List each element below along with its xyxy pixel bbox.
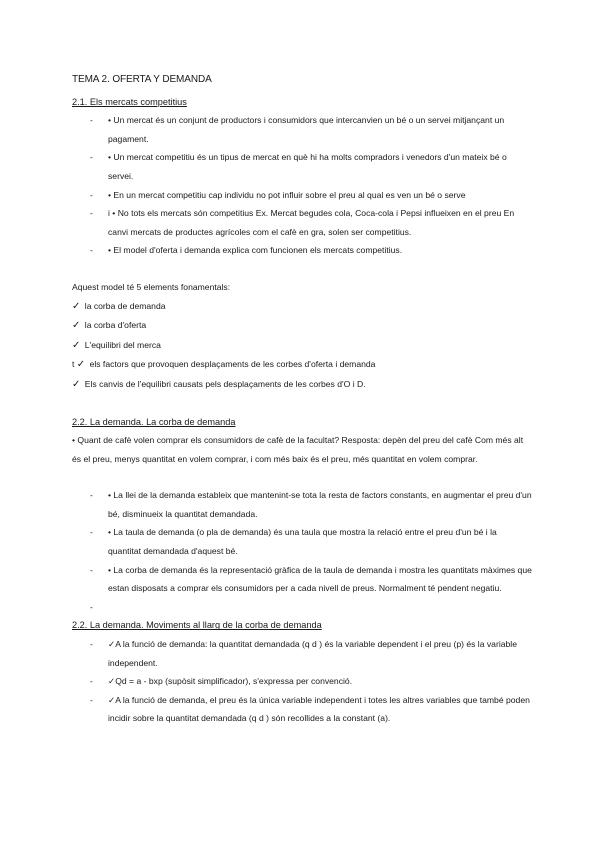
checklist-text: la corba de demanda (84, 300, 166, 311)
section-heading-2-2: 2.2. La demanda. La corba de demanda (72, 416, 236, 427)
list-item (72, 561, 532, 598)
list-item (72, 486, 532, 523)
section-heading-2-1: 2.1. Els mercats competitius (72, 96, 187, 107)
section-2-2b-list (72, 635, 532, 728)
dash-marker: - (90, 189, 93, 200)
checklist-text: la corba d'oferta (84, 320, 147, 331)
list-item-text: ✓Qd = a - bxp (supòsit simplificador), s'expressa per convenció. (108, 676, 353, 687)
list-item (72, 635, 532, 672)
checklist-text: L'equilibri del merca (84, 339, 161, 350)
dash-marker: - (90, 564, 93, 575)
section-2-2-list (72, 486, 532, 616)
checklist-item (72, 297, 532, 317)
checklist-prefix: t (72, 359, 77, 370)
list-item (72, 204, 532, 241)
list-item-text: i • No tots els mercats són competitius Ex. Mercat begudes cola, Coca-cola i Pepsi influeixen en el preu En canvi mercats de productes agrícoles com el cafè en gra, solen ser competitius. (108, 208, 515, 237)
checklist-text: Els canvis de l'equilibri causats pels desplaçaments de les corbes d'O i D. (84, 378, 366, 389)
checkmark-icon: ✓ (72, 320, 81, 332)
checklist-item (72, 355, 532, 375)
spacer (72, 260, 532, 278)
list-item-text: • La corba de demanda és la representació gràfica de la taula de demanda i mostra les quantitats màximes que estan disposats a comprar els consumidors per a cada nivell de preus. Normalment té pendent negatiu. (108, 564, 532, 594)
list-item (72, 523, 532, 560)
list-item-text: ✓A la funció de demanda, el preu és la única variable independent i totes les altres variables que també poden incidir sobre la quantitat demandada (q d ) són recollides a la constant (a). (108, 694, 530, 724)
spacer (72, 468, 532, 486)
list-item (72, 672, 532, 691)
list-item-text: ✓A la funció de demanda: la quantitat demandada (q d ) és la variable dependent i el preu (p) és la variable independent. (108, 639, 517, 668)
section-heading-2-2b: 2.2. La demanda. Moviments al llarg de la corba de demanda (72, 620, 322, 631)
list-item-text: • En un mercat competitiu cap individu no pot influir sobre el preu al qual es ven un bé o serve (108, 189, 466, 200)
list-item (72, 186, 532, 205)
checkmark-icon: ✓ (76, 359, 86, 371)
checkmark-icon: ✓ (72, 378, 81, 390)
document-title: TEMA 2. OFERTA Y DEMANDA (72, 74, 212, 85)
checklist-item (72, 316, 532, 336)
list-item-text: • El model d'oferta i demanda explica com funcionen els mercats competitius. (108, 245, 403, 256)
section-2-1-list (72, 111, 532, 260)
list-item-text: • La llei de la demanda estableix que mantenint-se tota la resta de factors constants, en augmentar el preu d'un bé, disminueix la quantitat demandada. (108, 490, 532, 519)
dash-marker: - (90, 694, 93, 705)
list-item-text: • La taula de demanda (o pla de demanda) és una taula que mostra la relació entre el preu d'un bé i la quantitat demandada d'aquest bé. (108, 527, 497, 557)
dash-marker: - (90, 490, 93, 501)
dash-marker: - (90, 639, 93, 650)
list-item-text: • Un mercat competitiu és un tipus de mercat en què hi ha molts compradors i venedors d'un mateix bé o servei. (108, 152, 507, 181)
document-page (72, 71, 532, 728)
checklist-text: els factors que provoquen desplaçaments de les corbes d'oferta i demanda (89, 359, 376, 370)
list-item-text: • Un mercat és un conjunt de productors i consumidors que intercanvien un bé o un servei mitjançant un pagament. (108, 115, 505, 144)
list-item (72, 148, 532, 185)
list-item (72, 598, 532, 617)
dash-marker: - (90, 527, 93, 538)
checklist-item (72, 336, 532, 356)
checkmark-icon: ✓ (72, 300, 81, 312)
section-2-2-intro: • Quant de cafè volen comprar els consumidors de cafè de la facultat? Resposta: depèn del preu del cafè Com més alt és el preu, menys quantitat en volem comprar, i com més baix és el preu, més quantitat en volem comprar. (72, 435, 524, 464)
dash-marker: - (90, 676, 93, 687)
list-item (72, 111, 532, 148)
dash-marker: - (90, 601, 93, 612)
dash-marker: - (90, 208, 93, 219)
list-item (72, 241, 532, 260)
spacer (72, 395, 532, 413)
checkmark-icon: ✓ (72, 339, 81, 351)
dash-marker: - (90, 115, 93, 126)
list-item (72, 691, 532, 728)
dash-marker: - (90, 245, 93, 256)
model-intro: Aquest model té 5 elements fonamentals: (72, 281, 231, 292)
dash-marker: - (90, 152, 93, 163)
checklist-item (72, 375, 532, 395)
